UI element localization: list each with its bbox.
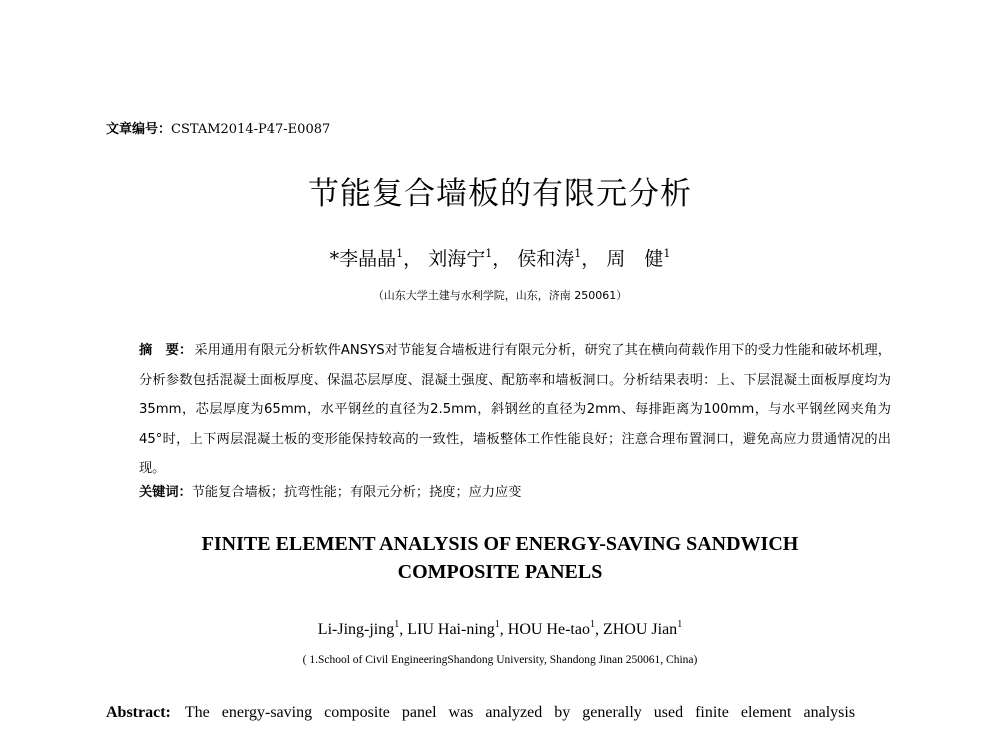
article-id-line [106,118,330,137]
english-title-line-1: FINITE ELEMENT ANALYSIS OF ENERGY-SAVING SANDWICH [201,533,799,555]
chinese-abstract [139,336,891,484]
author-affiliation-mark: 1 [394,619,400,630]
english-affiliation: ( 1.School of Civil EngineeringShandong University, Shandong Jinan 250061, China) [302,654,698,666]
english-title [0,530,1000,586]
chinese-keywords-text: 节能复合墙板；抗弯性能；有限元分析；挠度；应力应变 [191,485,522,500]
chinese-abstract-text: 采用通用有限元分析软件ANSYS对节能复合墙板进行有限元分析，研究了其在横向荷载作用下的受力性能和破坏机理，分析参数包括混凝土面板厚度、保温芯层厚度、混凝土强度、配筋率和墙板洞口。分析结果表明：上、下层混凝土面板厚度均为35mm，芯层厚度为65mm，水平钢丝的直径为2.5mm，斜钢丝的直径为2mm、每排距离为100mm，与水平钢丝网夹角为45°时，上下两层混凝土板的变形能保持较高的一致性，墙板整体工作性能良好；注意合理布置洞口，避免高应力贯通情况的出现。 [139,343,891,476]
english-abstract-text: The energy-saving composite panel was analyzed by generally used finite element analysis [184,704,856,721]
author-separator: ， [492,248,512,270]
author-affiliation-mark: 1 [396,247,404,260]
author-affiliation-mark: 1 [494,619,500,630]
author-separator: ， [403,248,423,270]
author-name: *李晶晶 [329,248,397,270]
author-name: 周 健 [606,248,664,270]
author-name: Li-Jing-jing [317,621,395,638]
english-abstract-label: Abstract: [106,704,171,721]
chinese-affiliation: （山东大学土建与水利学院，山东，济南 250061） [372,289,628,302]
article-id-value: CSTAM2014-P47-E0087 [171,122,331,137]
author-affiliation-mark: 1 [677,619,683,630]
author-separator: ， [581,248,601,270]
author-name: 侯和涛 [517,248,575,270]
chinese-author-list [0,244,1000,271]
english-abstract [106,704,914,722]
author-affiliation-mark: 1 [485,247,493,260]
author-separator: , [399,621,408,638]
article-id-label: 文章编号： [106,122,172,137]
author-separator: , [594,621,603,638]
chinese-abstract-label: 摘 要： [139,343,193,358]
author-separator: , [499,621,508,638]
author-affiliation-mark: 1 [589,619,595,630]
author-name: LIU Hai-ning [407,621,495,638]
chinese-keywords-label: 关键词： [139,485,192,500]
chinese-keywords [139,481,891,500]
english-author-list [0,619,1000,639]
author-name: HOU He-tao [507,621,590,638]
author-name: ZHOU Jian [602,621,678,638]
author-name: 刘海宁 [428,248,486,270]
author-affiliation-mark: 1 [663,247,671,260]
chinese-title: 节能复合墙板的有限元分析 [308,176,692,212]
author-affiliation-mark: 1 [574,247,582,260]
english-title-line-2: COMPOSITE PANELS [397,561,603,583]
